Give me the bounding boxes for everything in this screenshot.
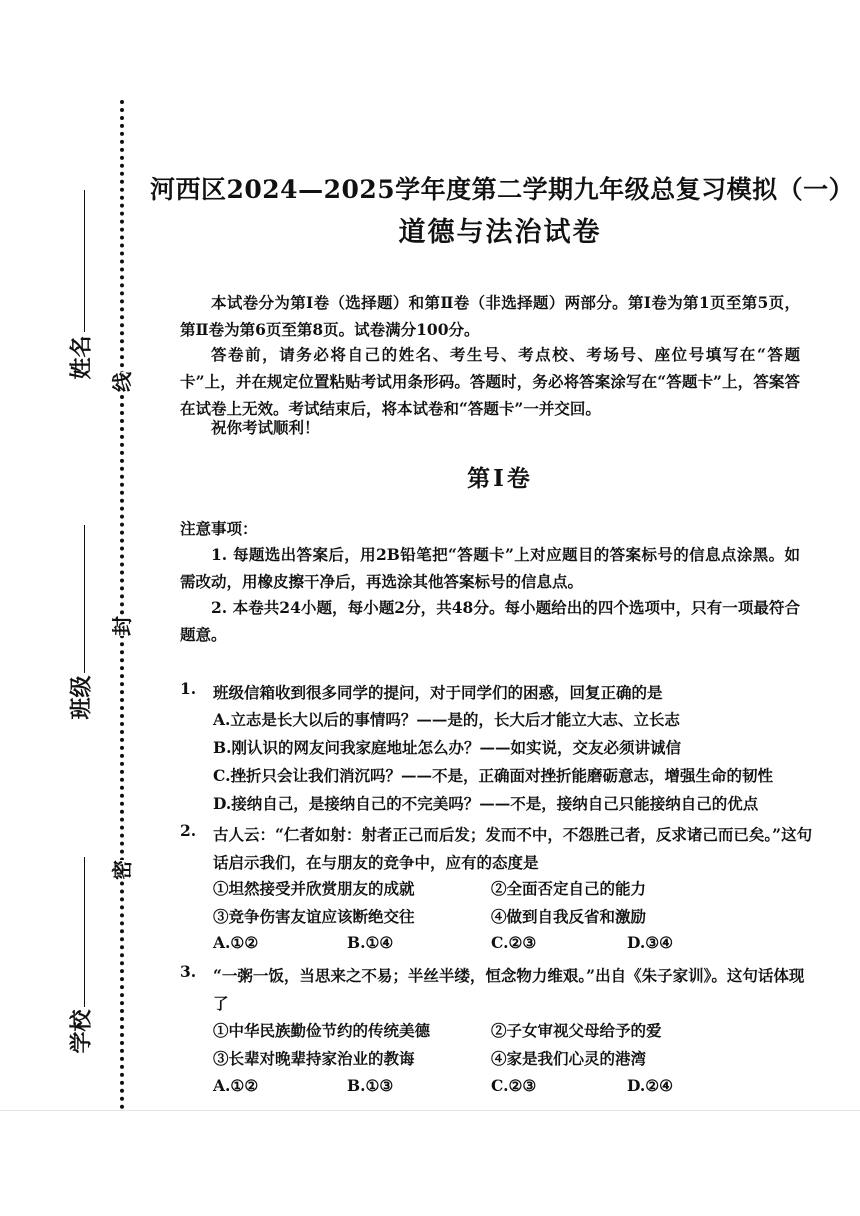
question-number: 3.: [180, 962, 197, 981]
page-footer-divider: [0, 1110, 860, 1112]
option-a[interactable]: A.立志是长大以后的事情吗？——是的，长大后才能立大志、立长志: [213, 710, 680, 729]
exam-subtitle: 道德与法治试卷: [398, 217, 602, 248]
question-number: 2.: [180, 821, 197, 840]
option-d[interactable]: D.接纳自己，是接纳自己的不完美吗？——不是，接纳自己只能接纳自己的优点: [213, 794, 759, 813]
school-write-line[interactable]: [84, 857, 85, 1007]
choice-d[interactable]: D.③④: [627, 933, 674, 952]
question-stem: “一粥一饭，当思来之不易；半丝半缕，恒念物力维艰。”出自《朱子家训》。这句话体现了: [213, 966, 805, 1013]
statement-1: ①坦然接受并欣赏朋友的成就: [213, 879, 415, 898]
statement-1: ①中华民族勤俭节约的传统美德: [213, 1021, 431, 1040]
intro-paragraph-1: 本试卷分为第Ⅰ卷（选择题）和第Ⅱ卷（非选择题）两部分。第Ⅰ卷为第1页至第5页，第Ⅱ卷为第6页至第8页。试卷满分100分。: [180, 293, 800, 339]
notes-item-1: 1. 每题选出答案后，用2B铅笔把“答题卡”上对应题目的答案标号的信息点涂黑。如需改动，用橡皮擦干净后，再选涂其他答案标号的信息点。: [180, 545, 800, 591]
exam-title: 河西区2024—2025学年度第二学期九年级总复习模拟（一）: [150, 175, 855, 204]
choice-a[interactable]: A.①②: [213, 1076, 259, 1095]
statement-4: ④做到自我反省和激励: [491, 907, 647, 926]
question-3: [180, 962, 820, 1102]
choice-b[interactable]: B.①④: [347, 933, 394, 952]
name-write-line[interactable]: [84, 190, 85, 332]
question-stem: 班级信箱收到很多同学的提问，对于同学们的困惑，回复正确的是: [213, 683, 663, 702]
intro-paragraph-3: 祝你考试顺利！: [211, 418, 320, 437]
question-number: 1.: [180, 679, 197, 698]
binding-mark-mi: 密: [110, 860, 134, 880]
choice-c[interactable]: C.②③: [491, 1076, 537, 1095]
notes-heading: 注意事项：: [180, 519, 258, 538]
class-label: 班级: [68, 675, 95, 720]
question-2: [180, 821, 820, 961]
binding-dotted-line: [120, 100, 124, 1110]
statement-2: ②子女审视父母给予的爱: [491, 1021, 662, 1040]
question-stem: 古人云：“仁者如射：射者正己而后发；发而不中，不怨胜己者，反求诸己而已矣。”这句话启示我们，在与朋友的竞争中，应有的态度是: [213, 825, 813, 872]
school-label: 学校: [68, 1009, 95, 1054]
question-1: [180, 679, 820, 819]
section-title: 第Ⅰ卷: [467, 465, 533, 492]
choice-a[interactable]: A.①②: [213, 933, 259, 952]
class-field: [54, 520, 114, 720]
statement-3: ③竞争伤害友谊应该断绝交往: [213, 907, 415, 926]
binding-mark-xian: 线: [110, 372, 134, 392]
notes-item-2: 2. 本卷共24小题，每小题2分，共48分。每小题给出的四个选项中，只有一项最符合题意。: [180, 598, 800, 644]
statement-4: ④家是我们心灵的港湾: [491, 1049, 647, 1068]
statement-2: ②全面否定自己的能力: [491, 879, 647, 898]
choice-d[interactable]: D.②④: [627, 1076, 674, 1095]
choice-c[interactable]: C.②③: [491, 933, 537, 952]
school-field: [54, 852, 114, 1052]
option-b[interactable]: B.刚认识的网友问我家庭地址怎么办？——如实说，交友必须讲诚信: [213, 738, 681, 757]
choice-b[interactable]: B.①③: [347, 1076, 394, 1095]
statement-3: ③长辈对晚辈持家治业的教诲: [213, 1049, 415, 1068]
name-label: 姓名: [68, 335, 95, 380]
binding-mark-feng: 封: [110, 616, 134, 636]
class-write-line[interactable]: [84, 525, 85, 673]
intro-paragraph-2: 答卷前，请务必将自己的姓名、考生号、考点校、考场号、座位号填写在“答题卡”上，并在规定位置粘贴考试用条形码。答题时，务必将答案涂写在“答题卡”上，答案答在试卷上无效。考试结束后，将本试卷和“答题卡”一并交回。: [180, 345, 800, 418]
option-c[interactable]: C.挫折只会让我们消沉吗？——不是，正确面对挫折能磨砺意志，增强生命的韧性: [213, 766, 773, 785]
name-field: [54, 180, 114, 380]
